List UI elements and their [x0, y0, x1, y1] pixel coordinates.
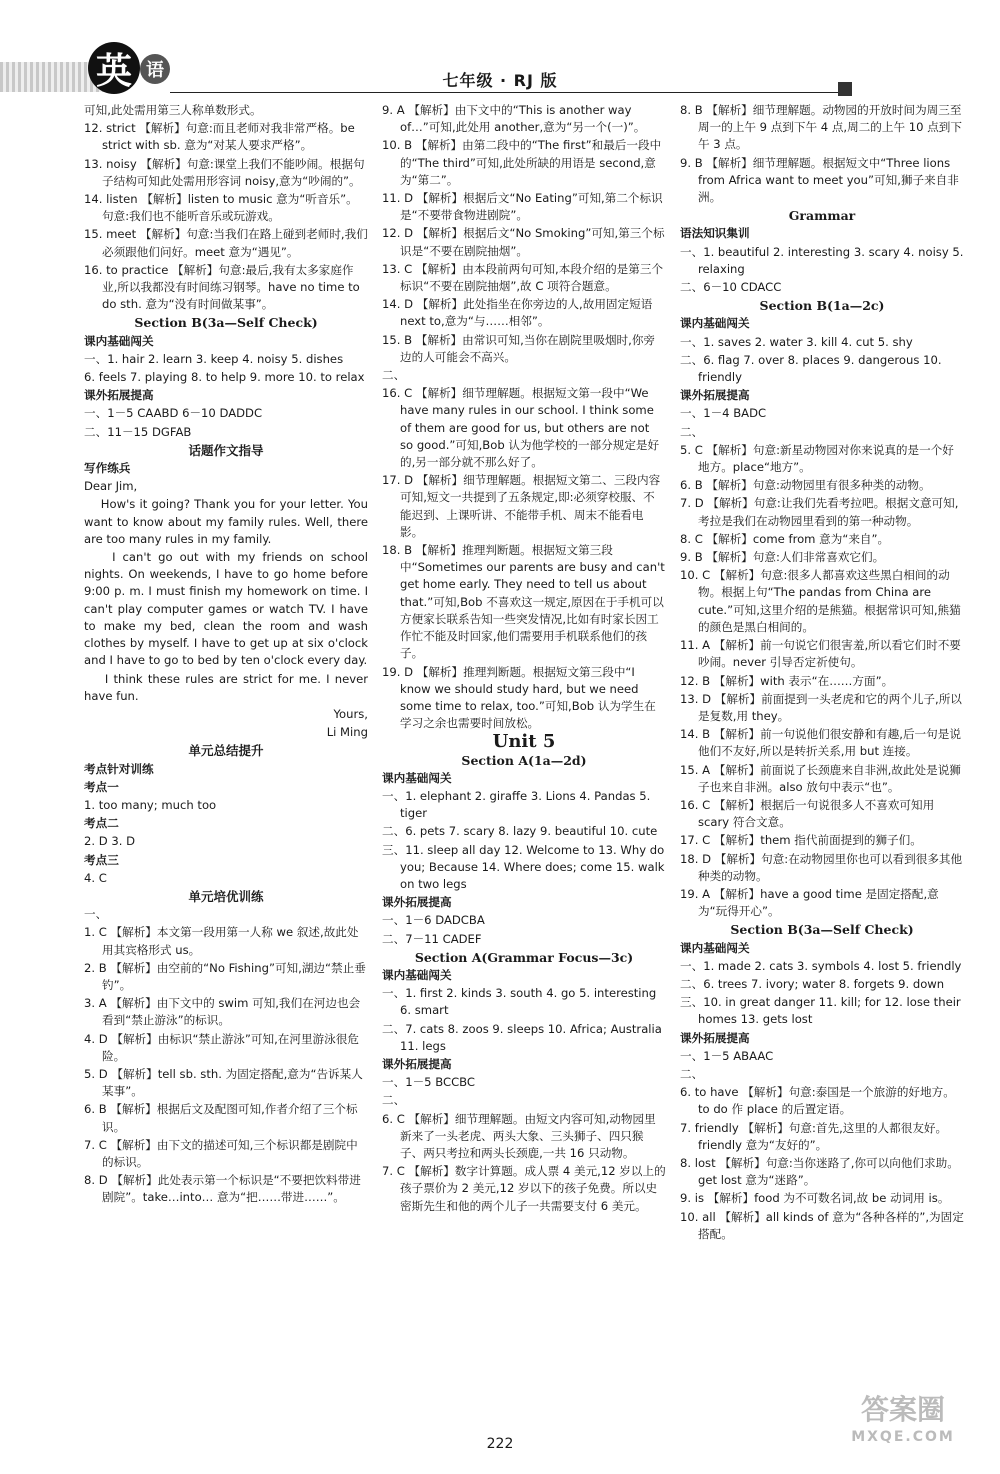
answer-line: 可知,此处需用第三人称单数形式。	[84, 103, 262, 117]
section-heading: Section A(Grammar Focus—3c)	[414, 949, 634, 965]
section-heading: Grammar	[788, 208, 856, 224]
section-heading: Section B(3a—Self Check)	[134, 315, 318, 331]
answer-line: 4. C	[84, 870, 107, 885]
answer-line: 11. A 【解析】前一句说它们很害羞,所以看它们时不要吵闹。never 引导否定祈使句。	[680, 638, 961, 670]
answer-line: 6. B 【解析】句意:动物园里有很多种类的动物。	[680, 478, 931, 493]
answer-line: 6. to have 【解析】句意:泰国是一个旅游的好地方。to do 作 place 的后置定语。	[680, 1085, 955, 1117]
answer-line: 二、7－11 CADEF	[382, 931, 482, 946]
subsection-label: 考点二	[84, 816, 119, 831]
subsection-label: 考点针对训练	[84, 761, 154, 776]
watermark-url: MXQE.COM	[851, 1429, 955, 1445]
answer-line: 12. strict 【解析】句意:而且老师对我非常严格。be strict with sb. 意为“对某人要求严格”。	[84, 121, 355, 153]
page-header	[0, 0, 1000, 100]
answer-line: 一、1. hair 2. learn 3. keep 4. noisy 5. dishes	[84, 351, 344, 366]
answer-line: 7. D 【解析】句意:让我们先看考拉吧。根据文意可知,考拉是我们在动物园里看到的第一种动物。	[680, 496, 959, 528]
subsection-label: 课外拓展提高	[84, 388, 154, 403]
answer-line: 8. C 【解析】come from 意为“来自”。	[680, 531, 890, 546]
answer-line: How's it going? Thank you for your letter. You want to know about my family rules. Well, there are too many rules in my family.	[84, 497, 372, 546]
answer-line: 14. D 【解析】此处指坐在你旁边的人,故用固定短语 next to,意为“与……相邻”。	[382, 297, 653, 329]
answer-line: 10. all 【解析】all kinds of 意为“各种各样的”,为固定搭配。	[680, 1209, 964, 1241]
answer-line: 1. too many; much too	[84, 797, 217, 812]
answer-line: 二、6. trees 7. ivory; water 8. forgets 9. down	[680, 976, 945, 991]
answer-line: 9. B 【解析】句意:人们非常喜欢它们。	[680, 550, 885, 565]
answer-line: 6. B 【解析】根据后文及配图可知,作者介绍了三个标识。	[84, 1102, 358, 1134]
watermark-text: 答案圈	[860, 1393, 945, 1426]
subject-logo-small: 语	[140, 54, 170, 84]
answer-line: 一、1－5 ABAAC	[680, 1048, 774, 1063]
answer-line: 二、	[680, 424, 704, 439]
answer-line: 14. listen 【解析】listen to music 意为“听音乐”。句意:我们也不能听音乐或玩游戏。	[84, 192, 358, 224]
header-divider	[170, 92, 840, 93]
answer-line: 18. D 【解析】句意:在动物园里你也可以看到很多其他种类的动物。	[680, 851, 963, 883]
section-heading: 话题作文指导	[188, 442, 264, 458]
answer-line: 12. D 【解析】根据后文“No Smoking”可知,第三个标识是“不要在剧院抽烟”。	[382, 226, 665, 258]
answer-line: 13. C 【解析】由本段前两句可知,本段介绍的是第三个标识“不要在剧院抽烟”,故 C 项符合题意。	[382, 261, 664, 294]
answer-line: 一、1－5 BCCBC	[382, 1075, 476, 1090]
answer-line: 15. B 【解析】由常识可知,当你在剧院里吸烟时,你旁边的人可能会不高兴。	[382, 332, 656, 364]
answer-line: 15. meet 【解析】句意:当我们在路上碰到老师时,我们必须跟他们问好。meet 意为“遇见”。	[84, 227, 368, 259]
answer-line: 8. D 【解析】此处表示第一个标识是“不要把饮料带进剧院”。take…into… 意为“把……带进……”。	[84, 1173, 361, 1205]
answer-line: 一、1. elephant 2. giraffe 3. Lions 4. Pandas 5. tiger	[382, 788, 651, 821]
answer-line: 三、10. in great danger 11. kill; for 12. lose their homes 13. gets lost	[680, 995, 961, 1027]
subject-logo: 英	[88, 42, 140, 94]
column-right	[680, 102, 964, 1432]
answer-line: 2. B 【解析】由空前的“No Fishing”可知,湖边“禁止垂钓”。	[84, 960, 366, 992]
subsection-label: 课外拓展提高	[382, 1056, 452, 1071]
subsection-label: 课外拓展提高	[680, 1030, 750, 1045]
answer-line: 二、	[382, 1093, 406, 1108]
answer-line: 8. B 【解析】细节理解题。动物园的开放时间为周三至周一的上午 9 点到下午 4 点,周二的上午 10 点到下午 3 点。	[680, 103, 962, 152]
page-title: 七年级 · RJ 版	[442, 71, 558, 90]
answer-line: 7. friendly 【解析】句意:首先,这里的人都很友好。friendly 意为“友好的”。	[680, 1120, 948, 1152]
answer-line: Yours,	[333, 706, 368, 721]
answer-line: 1. C 【解析】本文第一段用第一人称 we 叙述,故此处用其宾格形式 us。	[84, 925, 359, 957]
answer-line: 17. D 【解析】细节理解题。根据短文第二、三段内容可知,短文一共提到了五条规定,即:必须穿校服、不能迟到、上课听讲、不能带手机、周末不能看电影。	[382, 473, 661, 539]
section-heading: 单元总结提升	[188, 743, 264, 759]
answer-line: 19. A 【解析】have a good time 是固定搭配,意为“玩得开心”。	[680, 886, 939, 919]
answer-line: 二、6－10 CDACC	[680, 280, 782, 295]
answer-line: 11. D 【解析】根据后文“No Eating”可知,第二个标识是“不要带食物进剧院”。	[382, 191, 663, 223]
answer-line: 一、1－4 BADC	[680, 406, 767, 421]
answer-line: 一、	[84, 907, 108, 922]
answer-line: 一、1. saves 2. water 3. kill 4. cut 5. shy	[680, 334, 913, 349]
answer-line: 16. to practice 【解析】句意:最后,我有太多家庭作业,所以我都没有时间练习钢琴。have no time to do sth. 意为“没有时间做某事”。	[84, 262, 360, 312]
answer-line: 18. B 【解析】推理判断题。根据短文第三段中“Sometimes our parents are busy and can't get home early. They need to tell us about that.”可知,Bob 不喜欢这一规定,原因在于手机可以方便家长联系告知一些突发情况,比如有时家长因工作忙不能及时回家,他们需要用手机联系他们的孩子。	[382, 543, 665, 661]
answer-line: I think these rules are strict for me. I never have fun.	[84, 671, 372, 703]
answer-line: 二、	[382, 368, 406, 383]
answer-line: 二、6. flag 7. over 8. places 9. dangerous 10. friendly	[680, 352, 942, 385]
answer-line: 2. D 3. D	[84, 834, 136, 849]
answer-line: 10. B 【解析】由第二段中的“The first”和最后一段中的“The third”可知,此处所缺的用语是 second,意为“第二”。	[382, 138, 662, 187]
answer-line: 12. B 【解析】with 表示“在……方面”。	[680, 673, 894, 688]
subsection-label: 课外拓展提高	[680, 388, 750, 403]
section-heading: Section B(1a—2c)	[759, 298, 885, 314]
column-middle	[382, 102, 666, 1432]
answer-line: 14. B 【解析】前一句说他们很安静和有趣,后一句是说他们不友好,所以是转折关系,用 but 连接。	[680, 727, 961, 759]
answer-line: 19. D 【解析】推理判断题。根据短文第三段中“I know we should study hard, but we need some time to relax, too.”可知,Bob 认为学生在学习之余也需要时间放松。	[382, 664, 656, 731]
answer-line: 二、6. pets 7. scary 8. lazy 9. beautiful 10. cute	[382, 824, 658, 839]
answer-line: 二、	[680, 1066, 704, 1081]
section-heading: 单元培优训练	[188, 888, 264, 904]
answer-line: 二、11－15 DGFAB	[84, 424, 192, 439]
subsection-label: 考点三	[84, 852, 119, 867]
answer-line: 6. C 【解析】细节理解题。由短文内容可知,动物园里新来了一头老虎、两头大象、三头狮子、四只猴子、两只考拉和两头长颈鹿,一共 16 只动物。	[382, 1111, 656, 1160]
watermark-logo	[828, 1392, 978, 1462]
section-heading: Section B(3a—Self Check)	[730, 922, 914, 938]
subsection-label: 课内基础闯关	[84, 333, 154, 348]
answer-line: 9. B 【解析】细节理解题。根据短文中“Three lions from Africa want to meet you”可知,狮子来自非洲。	[680, 155, 959, 205]
answer-line: 15. A 【解析】前面说了长颈鹿来自非洲,故此处是说狮子也来自非洲。also 放句中表示“也”。	[680, 762, 961, 794]
answer-line: 13. D 【解析】前面提到一头老虎和它的两个儿子,所以是复数,用 they。	[680, 691, 962, 723]
subsection-label: 课内基础闯关	[680, 940, 750, 955]
subsection-label: 课内基础闯关	[382, 967, 452, 982]
answer-line: 7. C 【解析】数字计算题。成人票 4 美元,12 岁以上的孩子票价为 2 美元,12 岁以下的孩子免费。所以史密斯先生和他的两个儿子一共需要支付 6 美元。	[382, 1164, 666, 1213]
answer-line: 一、1. first 2. kinds 3. south 4. go 5. interesting 6. smart	[382, 986, 657, 1018]
answer-line: 10. C 【解析】句意:很多人都喜欢这些黑白相间的动物。根据上句“The pandas from China are cute.”可知,这里介绍的是熊猫。根据常识可知,熊猫的颜色是黑白相间的。	[680, 568, 961, 634]
answer-line: 7. C 【解析】由下文的描述可知,三个标识都是剧院中的标识。	[84, 1137, 358, 1169]
answer-line: 16. C 【解析】细节理解题。根据短文第一段中“We have many rules in our school. I think some of them are good for us, but others are not so good.”可知,Bob 认为他学校的一部分规定是好的,另一部分就不那么好了。	[382, 386, 660, 470]
subsection-label: 课内基础闯关	[680, 316, 750, 331]
answer-line: 5. C 【解析】句意:新星动物园对你来说真的是一个好地方。place“地方”。	[680, 442, 954, 475]
answer-line: 一、1. beautiful 2. interesting 3. scary 4. noisy 5. relaxing	[680, 244, 964, 276]
answer-line: 6. feels 7. playing 8. to help 9. more 10. to relax	[84, 370, 365, 385]
subsection-label: 课内基础闯关	[382, 770, 452, 785]
answer-line: Dear Jim,	[84, 479, 138, 494]
answer-line: Li Ming	[326, 725, 368, 740]
subsection-label: 课外拓展提高	[382, 895, 452, 910]
answer-line: 9. is 【解析】food 为不可数名词,故 be 动词用 is。	[680, 1191, 950, 1206]
answer-line: 3. A 【解析】由下文中的 swim 可知,我们在河边也会看到“禁止游泳”的标识。	[84, 996, 361, 1028]
subsection-label: 语法知识集训	[680, 226, 750, 241]
column-left	[84, 102, 372, 1432]
answer-line: 9. A 【解析】由下文中的“This is another way of…”可知,此处用 another,意为“另一个(一)”。	[382, 103, 646, 135]
answer-line: 一、1. made 2. cats 3. symbols 4. lost 5. friendly	[680, 958, 962, 973]
subsection-label: 考点一	[84, 779, 119, 794]
section-heading: Unit 5	[492, 731, 556, 753]
answer-line: 一、1－5 CAABD 6－10 DADDC	[84, 406, 263, 421]
answer-line: I can't go out with my friends on school nights. On weekends, I have to go home before 9:00 p. m. I must finish my homework on time. I can't play computer games or watch TV. I have to make my bed, clean the room and wash clothes by myself. I have to get up at six o'clock and I have to go to bed by ten o'clock every day.	[84, 550, 372, 668]
answer-line: 8. lost 【解析】句意:当你迷路了,你可以向他们求助。get lost 意为“迷路”。	[680, 1155, 959, 1188]
subsection-label: 写作练兵	[84, 461, 131, 476]
answer-columns	[84, 102, 964, 1432]
answer-line: 4. D 【解析】由标识“禁止游泳”可知,在河里游泳很危险。	[84, 1031, 359, 1063]
answer-line: 一、1－6 DADCBA	[382, 913, 485, 928]
page-number: 222	[486, 1436, 514, 1452]
answer-line: 三、11. sleep all day 12. Welcome to 13. Why do you; Because 14. Where does; come 15. walk on two legs	[382, 842, 665, 891]
answer-line: 二、7. cats 8. zoos 9. sleeps 10. Africa; Australia 11. legs	[382, 1021, 662, 1053]
answer-line: 5. D 【解析】tell sb. sth. 为固定搭配,意为“告诉某人某事”。	[84, 1066, 363, 1099]
answer-line: 16. C 【解析】根据后一句说很多人不喜欢可知用 scary 符合文意。	[680, 797, 935, 830]
header-square-icon	[838, 82, 852, 96]
section-heading: Section A(1a—2d)	[461, 752, 587, 768]
answer-line: 17. C 【解析】them 指代前面提到的狮子们。	[680, 833, 922, 848]
answer-line: 13. noisy 【解析】句意:课堂上我们不能吵闹。根据句子结构可知此处需用形容词 noisy,意为“吵闹的”。	[84, 156, 365, 188]
